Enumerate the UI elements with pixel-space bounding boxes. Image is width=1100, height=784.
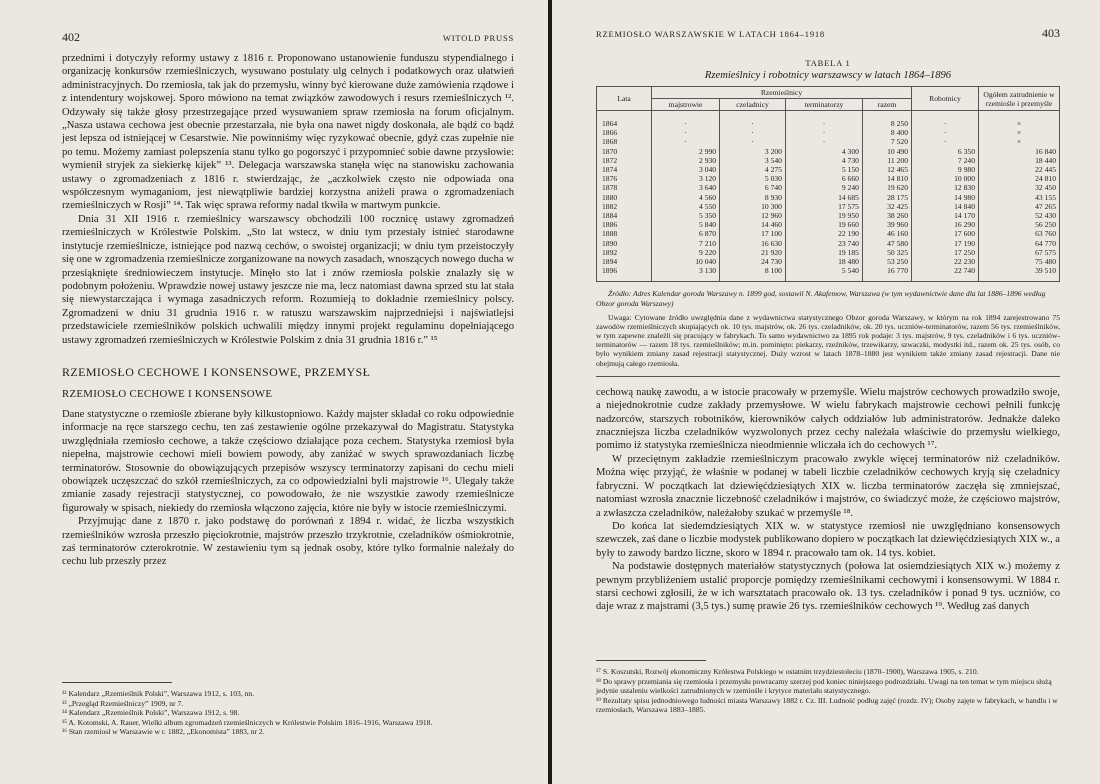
footnote-rule bbox=[596, 660, 706, 661]
cell-year: 1864 bbox=[597, 111, 652, 129]
footnote: ¹² Kalendarz „Rzemieślnik Polski”, Warszawa 1912, s. 103, nn. bbox=[62, 689, 255, 698]
cell-czeladnicy: 8 930 bbox=[720, 193, 786, 202]
cell-razem: 38 260 bbox=[862, 211, 911, 220]
table-body bbox=[597, 111, 1060, 282]
cell-ogolem: 16 840 bbox=[979, 147, 1060, 156]
cell-razem: 11 200 bbox=[862, 156, 911, 165]
table-row bbox=[597, 248, 1060, 257]
right-page-header bbox=[596, 26, 1060, 48]
cell-majstrowie: 4 550 bbox=[652, 202, 720, 211]
footnotes bbox=[62, 682, 514, 737]
cell-majstrowie: 10 040 bbox=[652, 257, 720, 266]
body-paragraph: Przyjmując dane z 1870 r. jako podstawę do porównań z 1894 r. widać, że liczba wszystkich rzemieślników wzrosła przeszło pięciokrotnie, majstrów przeszło trzykrotnie, czeladników ośmiokrotnie, zaś terminatorów czterokrotnie. W zestawieniu tym są jednak osoby, które tylko formalnie należały do cechu lub przeszły przez bbox=[62, 516, 514, 568]
cell-ogolem: 24 810 bbox=[979, 174, 1060, 183]
col-header-robotnicy: Robotnicy bbox=[912, 87, 979, 111]
cell-majstrowie: 5 350 bbox=[652, 211, 720, 220]
cell-robotnicy: · bbox=[912, 137, 979, 146]
cell-robotnicy: 10 000 bbox=[912, 174, 979, 183]
running-head: WITOLD PRUSS bbox=[442, 33, 514, 43]
cell-czeladnicy: 16 630 bbox=[720, 239, 786, 248]
cell-year: 1886 bbox=[597, 220, 652, 229]
cell-robotnicy: 17 600 bbox=[912, 229, 979, 238]
cell-robotnicy: 17 190 bbox=[912, 239, 979, 248]
cell-majstrowie: 7 210 bbox=[652, 239, 720, 248]
col-header-ogolem: Ogółem zatrudnienie w rzemiośle i przemyśle bbox=[979, 87, 1060, 111]
table-note: Uwaga: Cytowane źródło uwzględnia dane z wydawnictwa statystycznego Obzor goroda Warszawy, w którym na rok 1894 zarejestrowano 75 zawodów rzemieślniczych skupiających ok. 10 tys. majstrów, ok. 26 tys. czeladników, ok. 20 tys. uczniów-terminatorów, razem 56 tys. rzemieślników, w tym zapewne znaleźli się pracujący w fabrykach. To samo wydawnictwo za 1895 rok podaje: 3 tys. majstrów, 9 tys. czeladników i 6 tys. uczniów-terminatorów — razem 18 tys. rzemieślników; m.in. pominięto: piekarzy, rzeźników, trzewikarzy, szwaczki, modystki itd., razem ok. 25 tys. osób, co było wynikiem zmiany zasad rejestracji statystycznej. Duży wzrost w latach 1878–1880 jest wynikiem także zmiany zasad rejestracji. Dane nie obejmują całego rzemiosła. bbox=[596, 312, 1060, 368]
cell-czeladnicy: 12 960 bbox=[720, 211, 786, 220]
footnote: ¹⁶ Stan rzemiosł w Warszawie w r. 1882, „Ekonomista” 1883, nr 2. bbox=[62, 727, 265, 737]
cell-czeladnicy: · bbox=[720, 128, 786, 137]
footnote: ¹⁴ Kalendarz „Rzemieślnik Polski”, Warszawa 1912, s. 98. bbox=[62, 708, 240, 718]
cell-ogolem: 18 440 bbox=[979, 156, 1060, 165]
cell-majstrowie: 3 040 bbox=[652, 165, 720, 174]
cell-robotnicy: 14 170 bbox=[912, 211, 979, 220]
cell-terminatorzy: 18 480 bbox=[785, 257, 862, 266]
cell-ogolem: 43 155 bbox=[979, 193, 1060, 202]
cell-czeladnicy: 5 030 bbox=[720, 174, 786, 183]
footnote-rule bbox=[62, 682, 172, 683]
page-number: 403 bbox=[1042, 26, 1060, 40]
table-row bbox=[597, 156, 1060, 165]
col-header-razem: razem bbox=[862, 99, 911, 111]
cell-year: 1878 bbox=[597, 183, 652, 192]
cell-razem: 50 325 bbox=[862, 248, 911, 257]
cell-robotnicy: 12 830 bbox=[912, 183, 979, 192]
table-row bbox=[597, 147, 1060, 156]
cell-terminatorzy: · bbox=[785, 128, 862, 137]
cell-ogolem: × bbox=[979, 111, 1060, 129]
cell-razem: 19 620 bbox=[862, 183, 911, 192]
cell-terminatorzy: 14 685 bbox=[785, 193, 862, 202]
cell-razem: 7 520 bbox=[862, 137, 911, 146]
cell-majstrowie: · bbox=[652, 111, 720, 129]
cell-terminatorzy: · bbox=[785, 111, 862, 129]
cell-robotnicy: 16 290 bbox=[912, 220, 979, 229]
footnote: ¹³ „Przegląd Rzemieślniczy” 1909, nr 7. bbox=[62, 698, 184, 708]
cell-terminatorzy: 5 150 bbox=[785, 165, 862, 174]
cell-ogolem: 32 450 bbox=[979, 183, 1060, 192]
table-row bbox=[597, 239, 1060, 248]
cell-robotnicy: · bbox=[912, 111, 979, 129]
cell-terminatorzy: 4 730 bbox=[785, 156, 862, 165]
cell-czeladnicy: 3 200 bbox=[720, 147, 786, 156]
table-row bbox=[597, 128, 1060, 137]
cell-razem: 47 580 bbox=[862, 239, 911, 248]
cell-robotnicy: 7 240 bbox=[912, 156, 979, 165]
cell-year: 1874 bbox=[597, 165, 652, 174]
cell-majstrowie: 3 640 bbox=[652, 183, 720, 192]
table-end-rule bbox=[596, 376, 1060, 377]
cell-year: 1876 bbox=[597, 174, 652, 183]
cell-year: 1870 bbox=[597, 147, 652, 156]
cell-ogolem: 47 265 bbox=[979, 202, 1060, 211]
cell-robotnicy: 14 980 bbox=[912, 193, 979, 202]
col-header-majstrowie: majstrowie bbox=[652, 99, 720, 111]
table-row bbox=[597, 266, 1060, 282]
table-row bbox=[597, 220, 1060, 229]
body-paragraph: Dane statystyczne o rzemiośle zbierane były kilkustopniowo. Każdy majster składał co roku odpowiednie informacje na ręce starszego cechu, ten zaś zestawienie ogólne przekazywał do Magistratu. Statystyka uwzględniała rzemiosło cechowe, a także częściowo działające poza cechem. Statystyka rzemiosł była niepełna, majstrowie cechowi mieli bowiem powody, aby zaniżać w swych sprawozdaniach liczbę terminatorów. Stosownie do obowiązujących przepisów wszyscy terminatorzy zapisani do cechu mieli obowiązek uczęszczać do szkół rzemieślniczych, za co odpowiedzialni byli majstrowie ¹⁶. Ulegały także zmianie zasady rejestracji statystycznej, co powodowało, że nie wszystkie zawody rzemieślnicze figurowały w spisach, niekiedy do rzemiosła włączono zajęcia, które nie były w istocie rzemieślniczymi. bbox=[62, 408, 514, 514]
body-paragraph: W przeciętnym zakładzie rzemieślniczym pracowało zwykle więcej terminatorów niż czeladników. Można więc przyjąć, że właśnie w podanej w tabeli liczbie czeladników cechowych kryją się czeladnicy fabryczni. W początkach lat dziewięćdziesiątych XIX w. liczba terminatorów zaczęła się zmniejszać, natomiast wzrosła znacznie liczebność czeladników i majstrów, co świadczyć może, że częściowo majstrów, a zwłaszcza czeladników, należałoby szukać w przemyśle ¹⁸. bbox=[596, 453, 1060, 519]
table-row bbox=[597, 202, 1060, 211]
table-row bbox=[597, 193, 1060, 202]
table-row bbox=[597, 165, 1060, 174]
cell-majstrowie: · bbox=[652, 137, 720, 146]
table-row bbox=[597, 211, 1060, 220]
cell-razem: 8 250 bbox=[862, 111, 911, 129]
cell-razem: 46 160 bbox=[862, 229, 911, 238]
cell-ogolem: 67 575 bbox=[979, 248, 1060, 257]
cell-razem: 32 425 bbox=[862, 202, 911, 211]
cell-czeladnicy: 8 100 bbox=[720, 266, 786, 282]
cell-year: 1890 bbox=[597, 239, 652, 248]
cell-ogolem: × bbox=[979, 137, 1060, 146]
left-page-header bbox=[62, 30, 514, 52]
col-header-czeladnicy: czeladnicy bbox=[720, 99, 786, 111]
cell-terminatorzy: 23 740 bbox=[785, 239, 862, 248]
table-row bbox=[597, 183, 1060, 192]
cell-razem: 10 490 bbox=[862, 147, 911, 156]
cell-razem: 12 465 bbox=[862, 165, 911, 174]
cell-czeladnicy: 4 275 bbox=[720, 165, 786, 174]
cell-terminatorzy: 17 575 bbox=[785, 202, 862, 211]
cell-terminatorzy: 19 185 bbox=[785, 248, 862, 257]
section-heading: RZEMIOSŁO CECHOWE I KONSENSOWE, PRZEMYSŁ bbox=[62, 364, 371, 379]
cell-razem: 8 400 bbox=[862, 128, 911, 137]
page-number: 402 bbox=[62, 30, 80, 44]
cell-year: 1894 bbox=[597, 257, 652, 266]
cell-terminatorzy: · bbox=[785, 137, 862, 146]
col-header-terminatorzy: terminatorzy bbox=[785, 99, 862, 111]
cell-year: 1880 bbox=[597, 193, 652, 202]
subsection-heading: RZEMIOSŁO CECHOWE I KONSENSOWE bbox=[62, 387, 273, 400]
col-header-rzemieslnicy: Rzemieślnicy bbox=[652, 87, 912, 99]
cell-ogolem: 64 770 bbox=[979, 239, 1060, 248]
right-page bbox=[552, 0, 1100, 784]
cell-ogolem: 22 445 bbox=[979, 165, 1060, 174]
cell-majstrowie: 3 120 bbox=[652, 174, 720, 183]
table-row bbox=[597, 137, 1060, 146]
cell-ogolem: 52 430 bbox=[979, 211, 1060, 220]
cell-robotnicy: 14 840 bbox=[912, 202, 979, 211]
cell-year: 1896 bbox=[597, 266, 652, 282]
cell-razem: 28 175 bbox=[862, 193, 911, 202]
cell-year: 1882 bbox=[597, 202, 652, 211]
cell-year: 1884 bbox=[597, 211, 652, 220]
cell-ogolem: 63 760 bbox=[979, 229, 1060, 238]
cell-year: 1888 bbox=[597, 229, 652, 238]
cell-robotnicy: 6 350 bbox=[912, 147, 979, 156]
body-paragraph: Do końca lat siedemdziesiątych XIX w. w statystyce rzemiosł nie uwzględniano konsensowych szewczek, zaś dane o liczbie modystek publikowano dopiero w początkach lat dziewięćdziesiątych XIX w., a były to zawody bardzo liczne, skoro w 1894 r. pracowało tam ok. 14 tys. kobiet. bbox=[596, 520, 1060, 559]
cell-robotnicy: 17 250 bbox=[912, 248, 979, 257]
table-row bbox=[597, 229, 1060, 238]
cell-czeladnicy: 3 540 bbox=[720, 156, 786, 165]
body-paragraph: przednimi i dotyczyły reformy ustawy z 1816 r. Proponowano ustanowienie funduszu stypendialnego i organizację konkursów rzemieślniczych, wysuwano postulaty ulg celnych i podatkowych oraz ułatwień administracyjnych. Do rzemiosła, tak jak do przemysłu, winny być kierowane duże zamówienia rządowe i z intendentury wojskowej. Sporo mówiono na temat związków zawodowych i resurs rzemieślniczych ¹². Odzywały się także głosy przestrzegające przed wysuwaniem spraw rzemiosła na forum oficjalnym. „Nasza ustawa cechowa jest obecnie przestarzała, nie była ona nawet nigdy doskonała, ale bądź co bądź jest lepsza od istniejącej w Cesarstwie. Nie powinniśmy więc ryzykować obecnie, gdyż czas zupełnie nie po temu. Możemy zamiast polepszenia stanu tylko go pogorszyć i przypomnieć sobie dawne przysłowie: wymienił stryjek za siekierkę kijek” ¹³. Delegacja warszawska stanęła więc na stanowisku zachowania ustawy o zgromadzeniach z 1816 r. stwierdzając, że „aczkolwiek często nie odpowiada ona współczesnym wymaganiom, jest niewątpliwie bardziej korzystna aniżeli prawa o zgromadzeniach rzemieślniczych w Rosji” ¹⁴. Tak więc sprawa reformy nadal tkwiła w martwym punkcie. bbox=[62, 53, 514, 212]
cell-terminatorzy: 19 660 bbox=[785, 220, 862, 229]
footnotes bbox=[596, 660, 1060, 715]
cell-ogolem: 75 480 bbox=[979, 257, 1060, 266]
cell-year: 1892 bbox=[597, 248, 652, 257]
cell-terminatorzy: 6 660 bbox=[785, 174, 862, 183]
cell-ogolem: × bbox=[979, 128, 1060, 137]
cell-terminatorzy: 5 540 bbox=[785, 266, 862, 282]
cell-terminatorzy: 4 300 bbox=[785, 147, 862, 156]
cell-year: 1868 bbox=[597, 137, 652, 146]
cell-majstrowie: 6 870 bbox=[652, 229, 720, 238]
col-header-lata: Lata bbox=[597, 87, 652, 111]
table-row bbox=[597, 174, 1060, 183]
cell-ogolem: 39 510 bbox=[979, 266, 1060, 282]
cell-majstrowie: 2 930 bbox=[652, 156, 720, 165]
cell-terminatorzy: 19 950 bbox=[785, 211, 862, 220]
cell-majstrowie: 9 220 bbox=[652, 248, 720, 257]
cell-czeladnicy: 17 100 bbox=[720, 229, 786, 238]
cell-razem: 14 810 bbox=[862, 174, 911, 183]
cell-majstrowie: 4 560 bbox=[652, 193, 720, 202]
cell-majstrowie: 5 840 bbox=[652, 220, 720, 229]
cell-robotnicy: · bbox=[912, 128, 979, 137]
body-paragraph: Na podstawie dostępnych materiałów statystycznych (połowa lat osiemdziesiątych XIX w.) możemy z pewnym przybliżeniem ustalić proporcje pomiędzy rzemieślnikami cechowymi i konsensowymi. W 1884 r. starsi cechowi zgłosili, że w ich warsztatach pracowało ok. 13 tys. czeladników i ponad 9 tys. uczniów, co daje wraz z majstrami (3,5 tys.) sumę prawie 26 tys. rzemieślników cechowych ¹⁹. Według zaś danych bbox=[596, 561, 1060, 613]
cell-czeladnicy: · bbox=[720, 137, 786, 146]
cell-terminatorzy: 22 190 bbox=[785, 229, 862, 238]
cell-razem: 53 250 bbox=[862, 257, 911, 266]
table-title: Rzemieślnicy i robotnicy warszawscy w latach 1864–1896 bbox=[704, 70, 952, 81]
footnote: ¹⁹ Rezultaty spisu jednodniowego ludności miasta Warszawy 1882 r. Cz. III. Ludność podług zajęć (rozdz. IV); Osoby zajęte w fabrykach, w handlu i w rzemiosłach, Warszawa 1883–1885. bbox=[596, 695, 1058, 715]
cell-robotnicy: 9 980 bbox=[912, 165, 979, 174]
cell-terminatorzy: 9 240 bbox=[785, 183, 862, 192]
cell-ogolem: 56 250 bbox=[979, 220, 1060, 229]
data-table bbox=[596, 86, 1060, 282]
cell-majstrowie: 2 990 bbox=[652, 147, 720, 156]
body-paragraph: Dnia 31 XII 1916 r. rzemieślnicy warszawscy obchodzili 100 rocznicę ustawy zgromadzeń rzemieślniczych w Królestwie Polskim. „Sto lat wstecz, w dniu tym przestały istnieć starodawne instytucje rzemieślnicze, istniejące pod nazwą cechów, o swoistej organizacji; w dniu tym przeistoczyły się one w zgromadzenia rzemieślnicze zorganizowane na nowych zasadach, wnoszących nowego ducha w przesiąknięte średniowieczem instytucje. Minęło sto lat i znów rzemiosła polskie znalazły się w podobnym położeniu. Wprawdzie nowej ustawy jeszcze nie ma, lecz natomiast dawna sprzed stu lat stała się niewystarczająca i wymaga zasadniczych reform. Rozumieją to dokładnie rzemieślnicy polscy. Zgromadzeni w dniu 31 grudnia 1916 r. w ratuszu warszawskim najprzedniejsi i najświatlejsi przedstawiciele rzemieślników polskich uchwalili między innymi projekt regulaminu dopełniającego ustawy zgromadzeń rzemieślniczych w Królestwie Polskim z dnia 31 grudnia 1816 r.” ¹⁵ bbox=[62, 213, 514, 346]
cell-czeladnicy: 14 460 bbox=[720, 220, 786, 229]
footnote: ¹⁸ Do sprawy przemiania się rzemiosła i przemysłu powracamy szerzej pod koniec niniejszego podrozdziału. Uwagi na ten temat w tym miejscu służą jedynie ustaleniu wielkości zatrudnionych w rzemiośle i krytyce materiału statystycznego. bbox=[596, 676, 1052, 696]
table-row bbox=[597, 257, 1060, 266]
cell-robotnicy: 22 230 bbox=[912, 257, 979, 266]
table-source: Źródło: Adres Kalendar goroda Warszawy n. 1899 god, sostawil N. Akafemow, Warszawa (w tym wydawnictwie dane dla lat 1886–1896 według Obzor goroda Warszawy) bbox=[596, 289, 1046, 309]
body-paragraph: cechową naukę zawodu, a w istocie pracowały w przemyśle. Wielu majstrów cechowych prowadziło swoje, a niejednokrotnie cudze zakłady przemysłowe. W wielu fabrykach majstrowie cechowi pełnili funkcję nadzorców, starszych robotników, kierowników całych oddziałów lub administratorów. Jednakże daleko znaczniejsza liczba czeladników wyzwolonych przez cechy należała właściwie do przemysłu wielkiego, pomimo iż statystyka rzemieślnicza nieodmiennie wliczała ich do cechowych ¹⁷. bbox=[596, 386, 1060, 452]
left-page bbox=[0, 0, 548, 784]
cell-year: 1872 bbox=[597, 156, 652, 165]
cell-razem: 39 960 bbox=[862, 220, 911, 229]
cell-razem: 16 770 bbox=[862, 266, 911, 282]
cell-robotnicy: 22 740 bbox=[912, 266, 979, 282]
table-label: TABELA 1 bbox=[805, 58, 851, 68]
footnote: ¹⁷ S. Koszutski, Rozwój ekonomiczny Królestwa Polskiego w ostatnim trzydziestoleciu (1870–1900), Warszawa 1905, s. 210. bbox=[596, 667, 979, 676]
cell-year: 1866 bbox=[597, 128, 652, 137]
cell-czeladnicy: 24 730 bbox=[720, 257, 786, 266]
cell-majstrowie: 3 130 bbox=[652, 266, 720, 282]
table-row bbox=[597, 111, 1060, 129]
footnote: ¹⁵ A. Kotomski, A. Rauer, Wielki album zgromadzeń rzemieślniczych w Królestwie Polskim 1816–1916, Warszawa 1918. bbox=[62, 717, 433, 727]
cell-czeladnicy: 10 300 bbox=[720, 202, 786, 211]
cell-czeladnicy: 21 920 bbox=[720, 248, 786, 257]
cell-czeladnicy: · bbox=[720, 111, 786, 129]
cell-czeladnicy: 6 740 bbox=[720, 183, 786, 192]
cell-majstrowie: · bbox=[652, 128, 720, 137]
running-head: RZEMIOSŁO WARSZAWSKIE W LATACH 1864–1918 bbox=[596, 29, 825, 39]
